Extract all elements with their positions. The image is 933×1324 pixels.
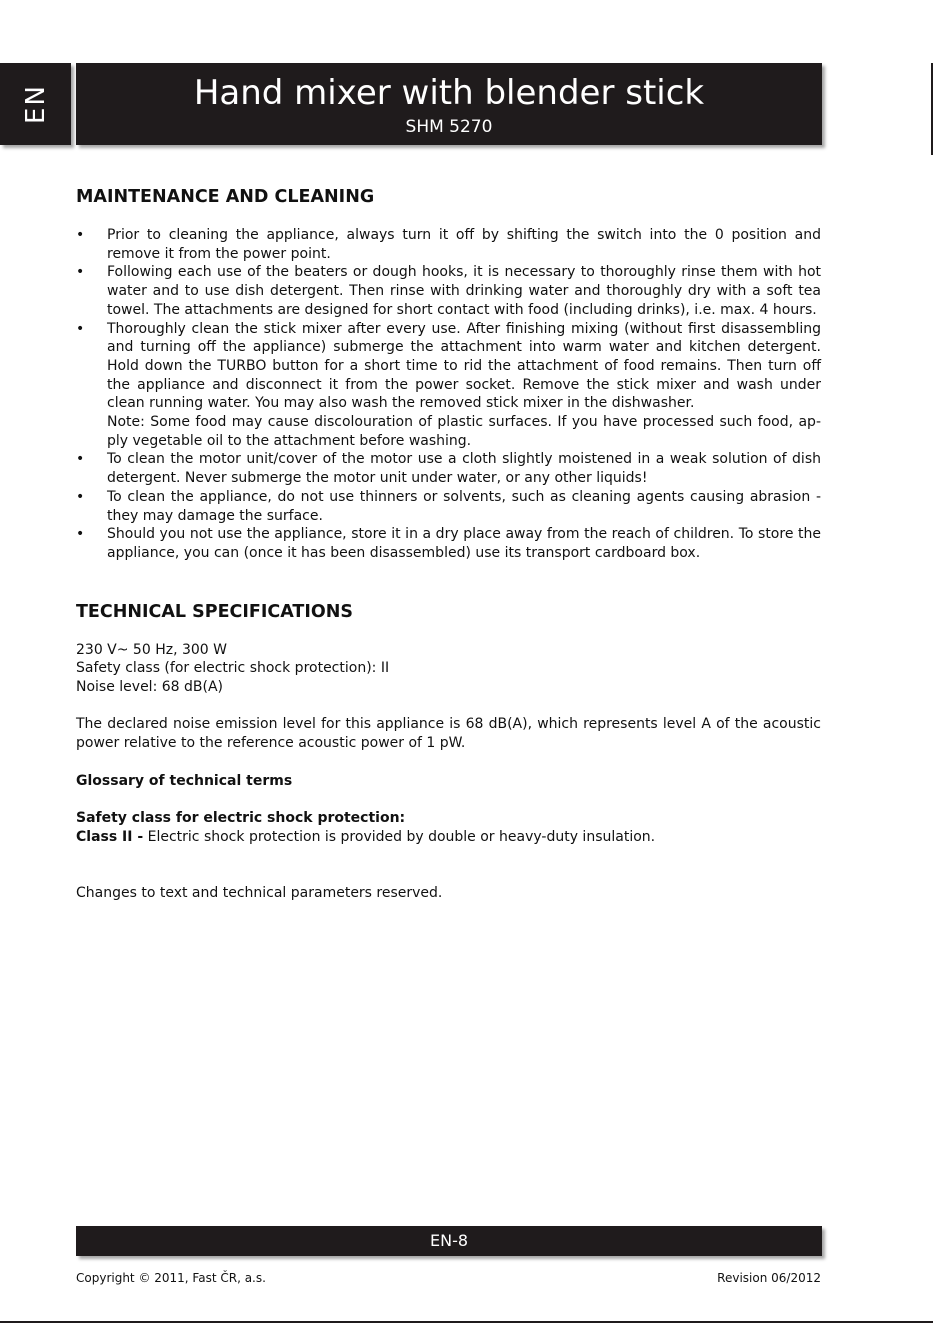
maintenance-heading: MAINTENANCE AND CLEANING <box>76 187 375 207</box>
changes-reserved-note: Changes to text and technical parameters reserved. <box>76 884 443 901</box>
safety-class-heading: Safety class for electric shock protection: <box>76 809 406 826</box>
glossary-heading: Glossary of technical terms <box>76 772 293 789</box>
spec-power: 230 V~ 50 Hz, 300 W <box>76 641 227 658</box>
list-item: • Following each use of the beaters or dough hooks, it is necessary to thoroughly rinse them with hot water and to use dish detergent. Then rinse with drinking water and thoroughly dry with a soft tea towel. The attachments are designed for short contact with food (including drinks), i.e. max. 4 hours. <box>76 263 821 319</box>
main-content <box>76 186 821 902</box>
noise-description: The declared noise emission level for this appliance is 68 dB(A), which represents level A of the acoustic power relative to the reference acoustic power of 1 pW. <box>76 716 821 752</box>
bottom-rule <box>0 1321 933 1323</box>
list-item: • Thoroughly clean the stick mixer after every use. After finishing mixing (without first disassembling and turning off the appliance) submerge the attachment into warm water and kitchen detergent. Hold down the TURBO button for a short time to rid the attachment of food remains. Then turn off the appliance and disconnect it from the power socket. Remove the stick mixer and wash under clean running water. You may also wash the removed stick mixer in the dishwasher. Note: Some food may cause discolouration of plastic surfaces. If you have processed such food, ap-ply vegetable oil to the attachment before washing. <box>76 320 821 451</box>
list-item: • To clean the appliance, do not use thinners or solvents, such as cleaning agents causing abrasion - they may damage the surface. <box>76 488 821 525</box>
list-item: • To clean the motor unit/cover of the motor use a cloth slightly moistened in a weak solution of dish detergent. Never submerge the motor unit under water, or any other liquids! <box>76 450 821 487</box>
spec-safety-class: Safety class (for electric shock protection): II <box>76 660 390 677</box>
footer-bar <box>76 1226 822 1256</box>
copyright-text: Copyright © 2011, Fast ČR, a.s. <box>76 1271 266 1285</box>
list-item: • Should you not use the appliance, store it in a dry place away from the reach of children. To store the appliance, you can (once it has been disassembled) use its transport cardboard box. <box>76 525 821 562</box>
safety-class-description: Class II - Electric shock protection is provided by double or heavy-duty insulation. <box>76 828 656 845</box>
maintenance-list <box>76 226 821 563</box>
language-tab <box>0 63 71 145</box>
language-tab-label: EN <box>20 84 51 124</box>
specs-heading: TECHNICAL SPECIFICATIONS <box>76 601 353 622</box>
note-text: Note: Some food may cause discolouration of plastic surfaces. If you have processed such food, ap-ply vegetable oil to the attachment before washing. <box>107 414 821 449</box>
page-number: EN-8 <box>429 1231 469 1250</box>
page-title: Hand mixer with blender stick <box>193 73 705 113</box>
model-number: SHM 5270 <box>405 117 493 137</box>
spec-noise-level: Noise level: 68 dB(A) <box>76 679 223 696</box>
list-item: • Prior to cleaning the appliance, always turn it off by shifting the switch into the 0 position and remove it from the power point. <box>76 226 821 263</box>
header-bar <box>76 63 822 145</box>
revision-text: Revision 06/2012 <box>717 1271 821 1285</box>
